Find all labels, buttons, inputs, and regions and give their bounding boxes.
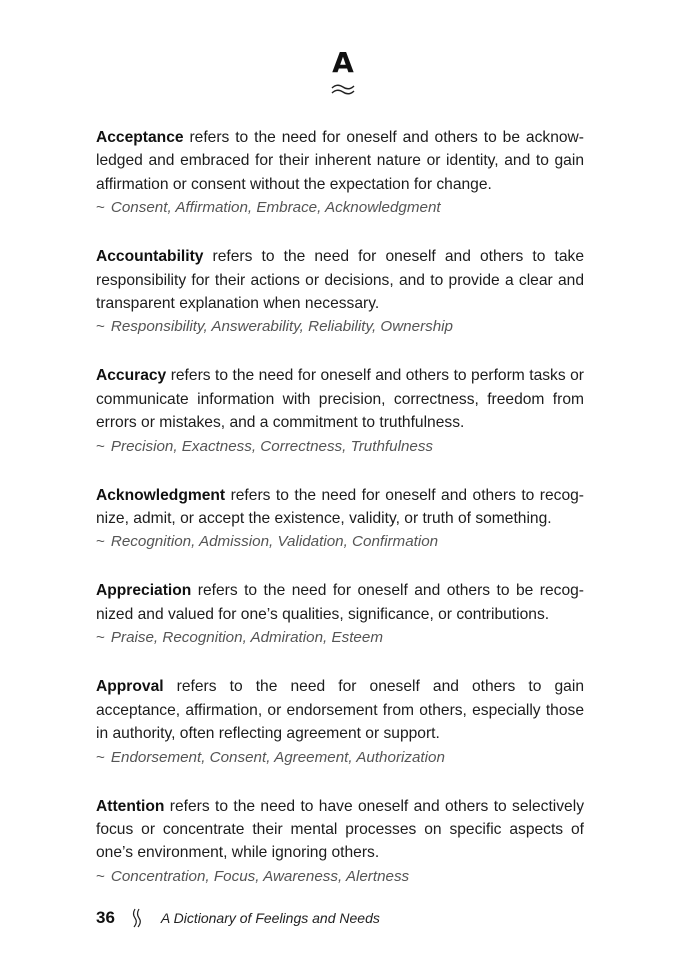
entry-definition (96, 245, 584, 315)
entry-synonyms (96, 626, 584, 649)
entry-definition (96, 795, 584, 865)
tilde-marker-icon: ~ (96, 199, 105, 217)
entry-synonyms-text: Consent, Affirmation, Embrace, Acknowledgment (110, 199, 441, 217)
entry-definition (96, 126, 584, 196)
entry-definition-text: refers to the need for oneself and others to take responsibility for their actions or decisions, and to provide a clear and transparent explanation when necessary. (96, 248, 584, 313)
entry-definition (96, 675, 584, 745)
entry-term: Approval (96, 678, 164, 696)
entry-approval (96, 675, 584, 768)
book-title: A Dictionary of Feelings and Needs (160, 910, 380, 926)
entry-term: Accountability (96, 248, 204, 266)
entry-attention (96, 795, 584, 888)
entry-synonyms (96, 746, 584, 769)
entry-synonyms-text: Responsibility, Answerability, Reliability, Ownership (110, 318, 453, 336)
section-header (0, 46, 686, 96)
entry-definition (96, 579, 584, 626)
page-number: 36 (96, 908, 115, 927)
entry-definition-text: refers to the need for oneself and others to be recog-nized and valued for one’s qualities, significance, or contributions. (96, 582, 584, 623)
entry-synonyms (96, 196, 584, 219)
entry-synonyms (96, 315, 584, 338)
entry-synonyms-text: Recognition, Admission, Validation, Confirmation (110, 533, 439, 551)
entry-term: Acceptance (96, 129, 184, 146)
entry-accuracy (96, 364, 584, 457)
tilde-marker-icon: ~ (96, 629, 105, 647)
entry-definition (96, 484, 584, 531)
entry-term: Accuracy (96, 367, 167, 385)
entry-term: Appreciation (96, 582, 192, 600)
dictionary-entries (96, 126, 584, 914)
entry-definition-text: refers to the need for oneself and others to recog-nize, admit, or accept the existence, validity, or truth of something. (96, 486, 584, 528)
entry-synonyms-text: Concentration, Focus, Awareness, Alertness (110, 867, 410, 885)
entry-synonyms-text: Precision, Exactness, Correctness, Truthfulness (110, 437, 434, 455)
tilde-marker-icon: ~ (96, 533, 105, 551)
entry-accountability (96, 245, 584, 338)
tilde-marker-icon: ~ (96, 318, 105, 336)
tilde-marker-icon: ~ (96, 867, 105, 885)
entry-synonyms-text: Praise, Recognition, Admiration, Esteem (110, 629, 383, 647)
entry-synonyms (96, 435, 584, 458)
entry-definition-text: refers to the need to have oneself and others to selectively focus or concentrate their mental processes on specific aspects of one’s environment, while ignoring others. (96, 797, 584, 862)
entry-definition-text: refers to the need for oneself and others to perform tasks or communicate information with precision, correctness, freedom from errors or mistakes, and a commitment to truthfulness. (96, 367, 584, 432)
entry-synonyms (96, 530, 584, 553)
entry-definition (96, 364, 584, 434)
double-tilde-ornament-icon (330, 82, 356, 96)
tilde-marker-icon: ~ (96, 437, 105, 455)
entry-synonyms (96, 865, 584, 888)
page-footer (96, 906, 380, 930)
section-letter: A (332, 46, 354, 79)
entry-term: Attention (96, 797, 165, 815)
entry-acceptance (96, 126, 584, 219)
entry-synonyms-text: Endorsement, Consent, Agreement, Authorization (110, 748, 445, 766)
entry-term: Acknowledgment (96, 486, 226, 504)
entry-definition-text: refers to the need for oneself and others to gain acceptance, affirmation, or endorsement from others, especially those in authority, often reflecting agreement or support. (96, 678, 584, 743)
tilde-marker-icon: ~ (96, 748, 105, 766)
double-wave-divider-icon (131, 908, 143, 928)
entry-appreciation (96, 579, 584, 649)
entry-definition-text: refers to the need for oneself and others to be acknow-ledged and embraced for their inherent nature or identity, and to gain affirmation or consent without the expectation for change. (96, 129, 584, 193)
entry-acknowledgment (96, 484, 584, 554)
